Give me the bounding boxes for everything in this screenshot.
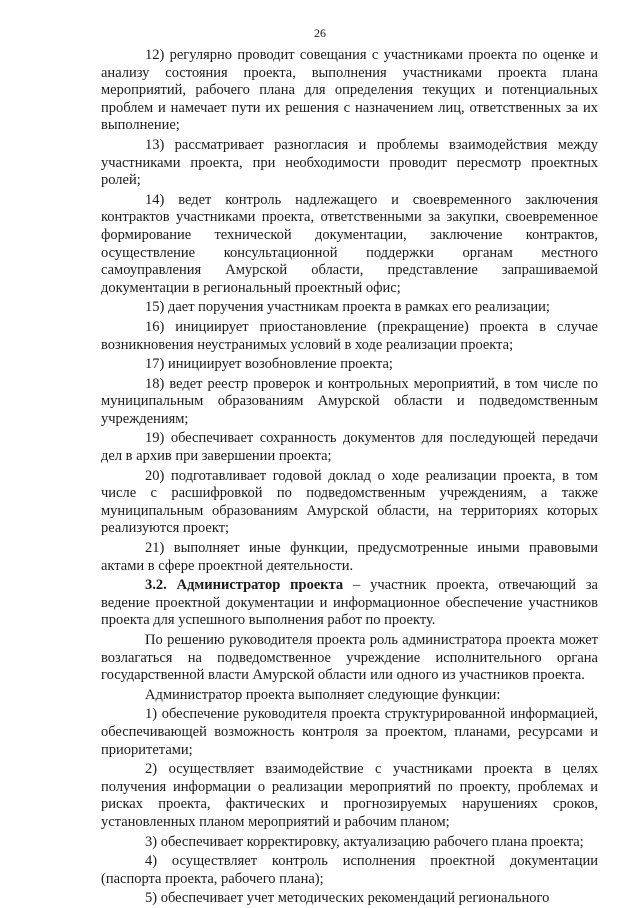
section-heading-text: – участник проекта, отвечающий за ведение проектной документации и информационное обеспечение участников проекта для успешного выполнения работ по проекту. bbox=[101, 577, 598, 629]
paragraph-role-assignment: По решению руководителя проекта роль администратора проекта может возлагаться на подведомственное учреждение исполнительного органа государственной власти Амурской области или одного из участников проекта. bbox=[101, 632, 598, 684]
section-paragraph bbox=[101, 577, 598, 630]
document-body bbox=[101, 47, 598, 908]
function-item-2: 2) осуществляет взаимодействие с участниками проекта в целях получения информации о реализации мероприятий по проекту, проблемах и рисках проекта, фактических и прогнозируемых нарушениях сроков, установленных планом мероприятий и рабочим планом; bbox=[101, 761, 598, 830]
paragraph-item-16: 16) инициирует приостановление (прекращение) проекта в случае возникновения неустранимых условий в ходе реализации проекта; bbox=[101, 318, 598, 353]
paragraph-item-17: 17) инициирует возобновление проекта; bbox=[145, 356, 393, 373]
paragraph-functions-intro: Администратор проекта выполняет следующие функции: bbox=[145, 686, 501, 703]
paragraph-item-18: 18) ведет реестр проверок и контрольных мероприятий, в том числе по муниципальным образованиям Амурской области и подведомственным учреждениям; bbox=[101, 375, 598, 427]
function-item-4: 4) осуществляет контроль исполнения проектной документации (паспорта проекта, рабочего плана); bbox=[101, 853, 598, 887]
paragraph-item-12: 12) регулярно проводит совещания с участниками проекта по оценке и анализу состояния проекта, выполнения участниками проекта плана мероприятий, рабочего плана для определения текущих и потенциальных проблем и намечает пути их решения с назначением лиц, ответственных за их выполнение; bbox=[101, 47, 598, 134]
page-number: 26 bbox=[314, 26, 326, 40]
paragraph-item-14: 14) ведет контроль надлежащего и своевременного заключения контрактов участниками проекта, ответственными за закупки, своевременное формирование технической документации, заключение контрактов, осуществление консультационной поддержки органам местного самоуправления Амурской области, представление запрашиваемой документации в региональный проектный офис; bbox=[101, 191, 598, 296]
paragraph-item-19: 19) обеспечивает сохранность документов для последующей передачи дел в архив при завершении проекта; bbox=[101, 430, 598, 465]
function-item-3: 3) обеспечивает корректировку, актуализацию рабочего плана проекта; bbox=[145, 833, 584, 850]
paragraph-item-20: 20) подготавливает годовой доклад о ходе реализации проекта, в том числе с расшифровкой по подведомственным учреждениям, а также муниципальным образованиям Амурской области, на территориях которых реализуются проект; bbox=[101, 467, 598, 537]
paragraph-item-15: 15) дает поручения участникам проекта в рамках его реализации; bbox=[145, 299, 550, 316]
function-item-5: 5) обеспечивает учет методических рекомендаций регионального bbox=[145, 890, 550, 907]
function-item-1: 1) обеспечение руководителя проекта структурированной информацией, обеспечивающей возможность контроля за проектом, планами, ресурсами и приоритетами; bbox=[101, 706, 598, 758]
section-heading: 3.2. Администратор проекта bbox=[145, 577, 344, 594]
paragraph-item-21: 21) выполняет иные функции, предусмотренные иными правовыми актами в сфере проектной деятельности. bbox=[101, 540, 598, 574]
paragraph-item-13: 13) рассматривает разногласия и проблемы взаимодействия между участниками проекта, при необходимости проводит пересмотр проектных ролей; bbox=[101, 136, 598, 189]
